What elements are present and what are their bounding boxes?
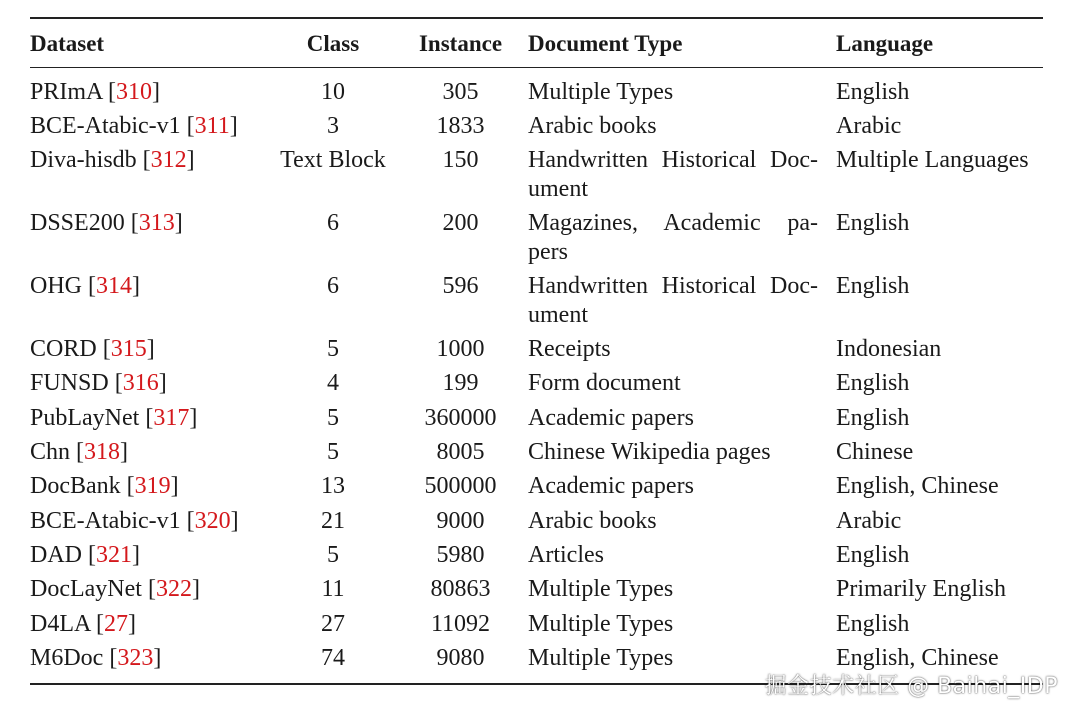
dataset-cell: PRImA [310]: [30, 79, 161, 105]
language-cell: Chinese: [836, 439, 914, 465]
document-type-line: Multiple Types: [528, 611, 674, 637]
document-type-line: Academic papers: [528, 405, 694, 431]
document-type-line: ument: [528, 176, 588, 202]
dataset-cell: DSSE200 [313]: [30, 210, 183, 236]
language-cell: English, Chinese: [836, 473, 999, 499]
instance-cell: 305: [442, 79, 479, 105]
citation-link[interactable]: 316: [122, 370, 159, 396]
class-cell: 3: [327, 113, 339, 139]
watermark: 掘金技术社区 @ Baihai_IDP: [764, 674, 1058, 699]
instance-cell: 5980: [436, 542, 485, 568]
document-type-line: Handwritten Historical Doc-: [528, 147, 818, 173]
language-cell: English: [836, 611, 910, 637]
instance-cell: 360000: [424, 405, 497, 431]
document-type-cell: [528, 369, 818, 398]
document-type-cell: [528, 335, 818, 364]
document-type-cell: [528, 404, 818, 433]
language-cell: English: [836, 79, 910, 105]
dataset-name: DocBank: [30, 473, 121, 499]
class-cell: 6: [327, 273, 339, 299]
dataset-cell: PubLayNet [317]: [30, 405, 198, 431]
class-cell: 5: [327, 542, 339, 568]
instance-cell: 9000: [436, 508, 485, 534]
language-cell: English: [836, 542, 910, 568]
header-instance: Instance: [418, 31, 503, 56]
instance-cell: 596: [442, 273, 479, 299]
dataset-name: BCE-Atabic-v1: [30, 508, 181, 534]
language-cell: Arabic: [836, 508, 902, 534]
citation-link[interactable]: 315: [110, 336, 147, 362]
class-cell: 5: [327, 405, 339, 431]
citation-link[interactable]: 323: [117, 645, 154, 671]
dataset-name: FUNSD: [30, 370, 109, 396]
instance-cell: 1833: [436, 113, 485, 139]
document-type-line: Multiple Types: [528, 576, 674, 602]
dataset-cell: BCE-Atabic-v1 [311]: [30, 113, 238, 139]
citation-link[interactable]: 322: [155, 576, 192, 602]
class-cell: 10: [321, 79, 345, 105]
dataset-name: CORD: [30, 336, 97, 362]
citation-link[interactable]: 317: [153, 405, 190, 431]
language-cell: English, Chinese: [836, 645, 999, 671]
dataset-name: PubLayNet: [30, 405, 140, 431]
dataset-cell: FUNSD [316]: [30, 370, 167, 396]
dataset-cell: DAD [321]: [30, 542, 140, 568]
dataset-cell: M6Doc [323]: [30, 645, 162, 671]
dataset-name: PRImA: [30, 79, 103, 105]
class-cell: 13: [321, 473, 345, 499]
document-type-line: Magazines, Academic pa-: [528, 210, 818, 236]
language-cell: English: [836, 405, 910, 431]
citation-link[interactable]: 320: [194, 508, 231, 534]
document-type-cell: [528, 472, 818, 501]
instance-cell: 11092: [430, 611, 491, 637]
instance-cell: 1000: [436, 336, 485, 362]
instance-cell: 200: [442, 210, 479, 236]
citation-link[interactable]: 313: [138, 210, 175, 236]
dataset-name: M6Doc: [30, 645, 104, 671]
citation-link[interactable]: 314: [96, 273, 132, 299]
class-cell: 6: [327, 210, 339, 236]
language-cell: English: [836, 210, 910, 236]
document-type-line: Multiple Types: [528, 645, 674, 671]
class-cell: 74: [321, 645, 345, 671]
document-type-cell: [528, 272, 818, 330]
citation-link[interactable]: 310: [116, 79, 153, 105]
dataset-name: Diva-hisdb: [30, 147, 137, 173]
document-type-line: pers: [528, 239, 568, 265]
document-type-line: Handwritten Historical Doc-: [528, 273, 818, 299]
document-type-cell: [528, 112, 818, 141]
citation-link[interactable]: 319: [134, 473, 171, 499]
document-type-cell: [528, 146, 818, 204]
dataset-name: BCE-Atabic-v1: [30, 113, 181, 139]
header-class: Class: [306, 31, 360, 56]
instance-cell: 8005: [436, 439, 485, 465]
dataset-cell: D4LA [27]: [30, 611, 136, 637]
instance-cell: 199: [442, 370, 479, 396]
language-cell: English: [836, 370, 910, 396]
class-cell: 5: [327, 439, 339, 465]
document-type-cell: [528, 438, 818, 467]
language-cell: Multiple Languages: [836, 147, 1029, 173]
citation-link[interactable]: 27: [104, 611, 128, 637]
citation-link[interactable]: 318: [84, 439, 121, 465]
document-type-line: Arabic books: [528, 113, 657, 139]
dataset-cell: Chn [318]: [30, 439, 129, 465]
dataset-cell: CORD [315]: [30, 336, 155, 362]
language-cell: English: [836, 273, 910, 299]
top-rule: [30, 17, 1043, 19]
instance-cell: 9080: [436, 645, 485, 671]
dataset-name: DocLayNet: [30, 576, 142, 602]
document-type-line: Articles: [528, 542, 604, 568]
document-type-cell: [528, 610, 818, 639]
language-cell: Arabic: [836, 113, 902, 139]
dataset-cell: Diva-hisdb [312]: [30, 147, 195, 173]
citation-link[interactable]: 311: [194, 113, 230, 139]
header-rule: [30, 67, 1043, 68]
language-cell: Primarily English: [836, 576, 1006, 602]
document-type-cell: [528, 209, 818, 267]
document-type-line: Arabic books: [528, 508, 657, 534]
dataset-name: DAD: [30, 542, 82, 568]
instance-cell: 80863: [430, 576, 491, 602]
class-cell: 11: [321, 576, 345, 602]
dataset-name: D4LA: [30, 611, 90, 637]
document-type-line: Chinese Wikipedia pages: [528, 439, 771, 465]
document-type-cell: [528, 541, 818, 570]
class-cell: 27: [321, 611, 345, 637]
class-cell: 21: [321, 508, 345, 534]
class-cell: 5: [327, 336, 339, 362]
document-type-cell: [528, 78, 818, 107]
document-type-line: Receipts: [528, 336, 611, 362]
dataset-cell: BCE-Atabic-v1 [320]: [30, 508, 239, 534]
document-type-cell: [528, 575, 818, 604]
dataset-name: OHG: [30, 273, 82, 299]
class-cell: 4: [327, 370, 339, 396]
header-dataset: Dataset: [30, 31, 105, 56]
dataset-name: Chn: [30, 439, 71, 465]
document-type-cell: [528, 507, 818, 536]
document-type-line: Multiple Types: [528, 79, 674, 105]
language-cell: Indonesian: [836, 336, 942, 362]
class-cell: Text Block: [280, 147, 386, 173]
document-type-line: Form document: [528, 370, 681, 396]
citation-link[interactable]: 321: [96, 542, 132, 568]
dataset-cell: OHG [314]: [30, 273, 140, 299]
header-language: Language: [836, 31, 934, 56]
dataset-cell: DocLayNet [322]: [30, 576, 200, 602]
dataset-name: DSSE200: [30, 210, 125, 236]
instance-cell: 150: [442, 147, 479, 173]
document-type-line: Academic papers: [528, 473, 694, 499]
instance-cell: 500000: [424, 473, 497, 499]
document-type-line: ument: [528, 302, 588, 328]
dataset-cell: DocBank [319]: [30, 473, 179, 499]
citation-link[interactable]: 312: [150, 147, 187, 173]
header-document-type: Document Type: [528, 31, 683, 56]
